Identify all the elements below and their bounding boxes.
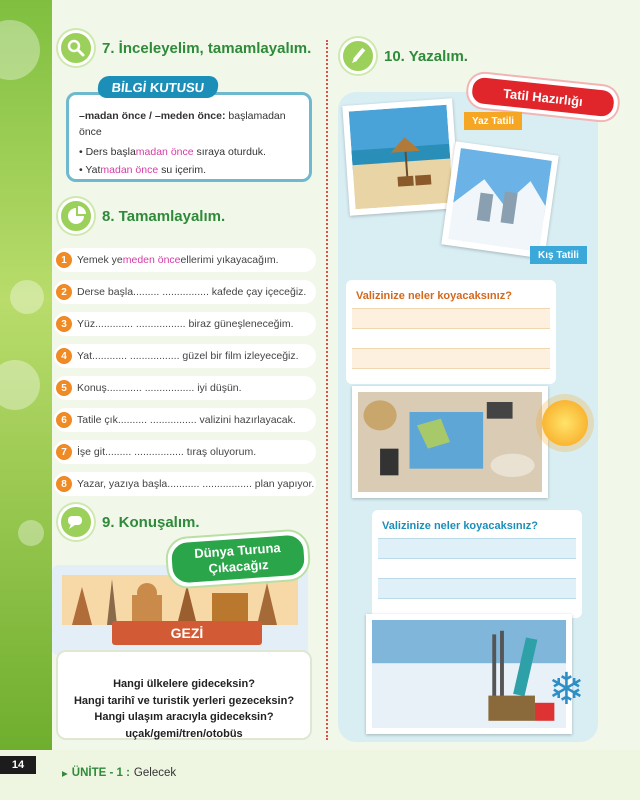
section-10-title	[340, 38, 468, 74]
decorative-left-band	[0, 0, 52, 750]
arrow-icon: ▸	[62, 768, 68, 780]
exercise-item-5[interactable]: 5 Konuş............ ................. iyi düşün.	[54, 376, 316, 400]
exercise-item-3[interactable]: 3 Yüz............. ................. biraz güneşleneceğim.	[54, 312, 316, 336]
summer-items-photo	[352, 386, 548, 498]
item-number: 7	[56, 444, 72, 460]
section-8-label: 8. Tamamlayalım.	[102, 207, 226, 225]
question-2: Hangi tarihî ve turistik yerleri gezeceksin?	[73, 694, 295, 707]
writing-line[interactable]	[352, 348, 550, 368]
winter-items-photo	[366, 614, 572, 734]
info-definition-term: –madan önce / –meden önce:	[79, 110, 226, 122]
info-box	[66, 92, 312, 182]
item-number: 6	[56, 412, 72, 428]
exercise-item-2[interactable]: 2 Derse başla......... ................ kafede çay içeceğiz.	[54, 280, 316, 304]
section-10-label: 10. Yazalım.	[384, 47, 468, 65]
world-tour-banner: Dünya Turuna Çıkacağız	[166, 530, 309, 588]
packing-form-winter	[372, 510, 582, 618]
section-9-title	[58, 504, 200, 540]
item-number: 4	[56, 348, 72, 364]
snowflake-icon: ❄	[548, 665, 585, 714]
winter-label: Kış Tatili	[530, 246, 587, 264]
info-definition-text: başlamadan önce	[79, 110, 286, 138]
pie-chart-icon	[58, 198, 94, 234]
writing-line[interactable]	[378, 558, 576, 578]
form-summer-title: Valizinize neler koyacaksınız?	[356, 290, 512, 302]
page-number: 14	[0, 756, 36, 774]
item-number: 1	[56, 252, 72, 268]
speech-bubble-icon	[58, 504, 94, 540]
summer-photo	[342, 98, 459, 215]
footer-unit-label: ÜNİTE - 1 :	[71, 767, 130, 779]
info-example-1: • Ders başlamadan önce sıraya oturduk.	[79, 145, 266, 158]
winter-photo	[441, 141, 558, 258]
item-number: 3	[56, 316, 72, 332]
footer-unit	[62, 766, 176, 780]
pencil-icon	[340, 38, 376, 74]
writing-line[interactable]	[378, 578, 576, 598]
column-divider	[326, 40, 328, 740]
section-9-label: 9. Konuşalım.	[102, 513, 200, 531]
item-number: 5	[56, 380, 72, 396]
item-number: 8	[56, 476, 72, 492]
exercise-item-8[interactable]: 8 Yazar, yazıya başla........... ................. plan yapıyor.	[54, 472, 316, 496]
magnifier-icon	[58, 30, 94, 66]
question-3: Hangi ulaşım aracıyla gideceksin?	[94, 711, 274, 723]
writing-line[interactable]	[352, 308, 550, 328]
section-8-title	[58, 198, 225, 234]
section-7-label: 7. İnceleyelim, tamamlayalım.	[102, 39, 312, 57]
writing-line[interactable]	[352, 328, 550, 348]
form-winter-title: Valizinize neler koyacaksınız?	[382, 520, 538, 532]
info-box-label: BİLGİ KUTUSU	[97, 76, 219, 98]
footer-topic: Gelecek	[133, 767, 177, 779]
item-number: 2	[56, 284, 72, 300]
summer-label: Yaz Tatili	[464, 112, 522, 130]
exercise-item-7[interactable]: 7 İşe git......... ................. tıraş oluyorum.	[54, 440, 316, 464]
sun-icon	[542, 400, 588, 446]
writing-line[interactable]	[352, 368, 550, 388]
exercise-item-4[interactable]: 4 Yat............ ................. güzel bir film izleyeceğiz.	[54, 344, 316, 368]
exercise-item-1: 1 Yemek ye meden önce ellerimi yıkayacağım.	[54, 248, 316, 272]
info-example-2: • Yatmadan önce su içerim.	[79, 164, 207, 177]
question-4-options: uçak/gemi/tren/otobüs	[125, 727, 243, 740]
section-7-title	[58, 30, 311, 66]
gezi-sign-text: GEZİ	[170, 625, 204, 641]
writing-line[interactable]	[378, 538, 576, 558]
question-1: Hangi ülkelere gideceksin?	[113, 678, 255, 690]
discussion-questions	[56, 650, 312, 740]
holiday-prep-banner: Tatil Hazırlığı	[467, 72, 620, 121]
exercise-item-6[interactable]: 6 Tatile çık.......... ................ valizini hazırlayacak.	[54, 408, 316, 432]
packing-form-summer	[346, 280, 556, 384]
